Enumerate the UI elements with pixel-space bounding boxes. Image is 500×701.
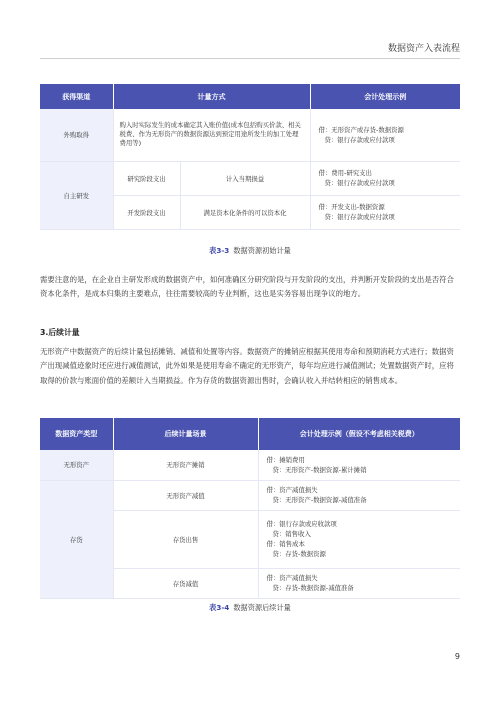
stage-cell: 研究阶段支出 [113,161,180,195]
stage-cell: 开发阶段支出 [113,195,180,229]
entry-cell [258,510,460,568]
table-caption [0,603,500,613]
scene-cell: 存货出售 [113,510,258,568]
table-row [40,450,460,480]
table-row [40,480,460,510]
entry-debit: 借：资产减值损失 [266,573,318,582]
type-cell: 存货 [40,480,113,598]
caption-text: 数据资源后续计量 [233,603,291,612]
entry-cell [258,480,460,510]
entry-credit: 贷：存货-数据资源 [272,550,326,559]
entry-credit: 贷：销售收入 [272,529,311,538]
method-cell: 购入时实际发生的成本确定其入账价值(成本包括购买价款、相关税费、作为无形资产的数据资源达到预定用途所发生的加工处理费用等) [113,109,310,161]
col-header-channel: 获得渠道 [40,84,113,109]
col-header-entry: 会计处理示例 [310,84,460,109]
entry-cell [310,161,460,195]
scene-cell: 无形资产减值 [113,480,258,510]
entry-cell [310,109,460,161]
method-cell: 计入当期损益 [180,161,310,195]
body-paragraph: 需要注意的是，在企业自主研发形成的数据资产中，如何准确区分研究阶段与开发阶段的支出，并判断开发阶段的支出是否符合资本化条件，是成本归集的主要难点，往往需要较高的专业判断，这也是实务容易出现争议的地方。 [40,275,454,299]
entry-credit: 贷：银行存款或应付款项 [324,135,395,144]
entry-debit: 借：资产减值损失 [266,485,318,494]
entry-debit: 借：银行存款或应收款项 [266,519,337,528]
table-header-row [40,418,460,450]
entry-cell [258,450,460,480]
scene-cell: 存货减值 [113,568,258,598]
subsequent-measurement-table [40,418,460,599]
entry-debit: 借：销售成本 [266,540,305,548]
entry-credit: 贷：存货-数据资源-减值准备 [272,584,354,592]
page-number: 9 [454,652,460,661]
entry-cell [258,568,460,598]
header-divider [40,58,460,59]
entry-debit: 借：费用-研究支出 [318,168,372,177]
entry-credit: 贷：银行存款或应付款项 [324,213,395,221]
col-header-method: 计量方式 [113,84,310,109]
body-paragraph: 无形资产中数据资产的后续计量包括摊销、减值和处置等内容。数据资产的摊销应根据其使用寿命和预期消耗方式进行；数据资产出现减值迹象时还应进行减值测试，此外如果是使用寿命不确定的无形资产，每年均应进行减值测试；处置数据资产时，应将取得的价款与账面价值的差额计入当期损益。作为存货的数据资源出售时，会确认收入并结转相应的销售成本。 [40,347,454,385]
entry-debit: 借：无形资产或存货-数据资源 [318,125,404,134]
type-cell: 无形资产 [40,450,113,480]
caption-text: 数据资源初始计量 [233,246,291,255]
col-header-scene: 后续计量场景 [113,418,258,450]
entry-credit: 贷：银行存款或应付款项 [324,179,395,187]
table-header-row [40,84,460,109]
caption-number: 表3-3 [209,246,230,255]
col-header-type: 数据资产类型 [40,418,113,450]
entry-credit: 贷：无形资产-数据资源-累计摊销 [272,465,367,474]
channel-cell: 自主研发 [40,161,113,229]
entry-debit: 借：开发支出-数据资源 [318,202,385,211]
entry-debit: 借：摊销费用 [266,455,305,464]
table-row [40,161,460,195]
page-header-title: 数据资产入表流程 [387,44,460,54]
channel-cell: 外购取得 [40,109,113,161]
method-cell: 满足资本化条件的可以资本化 [180,195,310,229]
section-heading: 3.后续计量 [40,328,80,337]
table-row [40,109,460,161]
initial-measurement-table [40,84,460,230]
table-caption [0,246,500,256]
col-header-entry: 会计处理示例（假设不考虑相关税费） [258,418,460,450]
entry-credit: 贷：无形资产-数据资源-减值准备 [272,496,367,504]
caption-number: 表3-4 [209,603,230,612]
scene-cell: 无形资产摊销 [113,450,258,480]
entry-cell [310,195,460,229]
